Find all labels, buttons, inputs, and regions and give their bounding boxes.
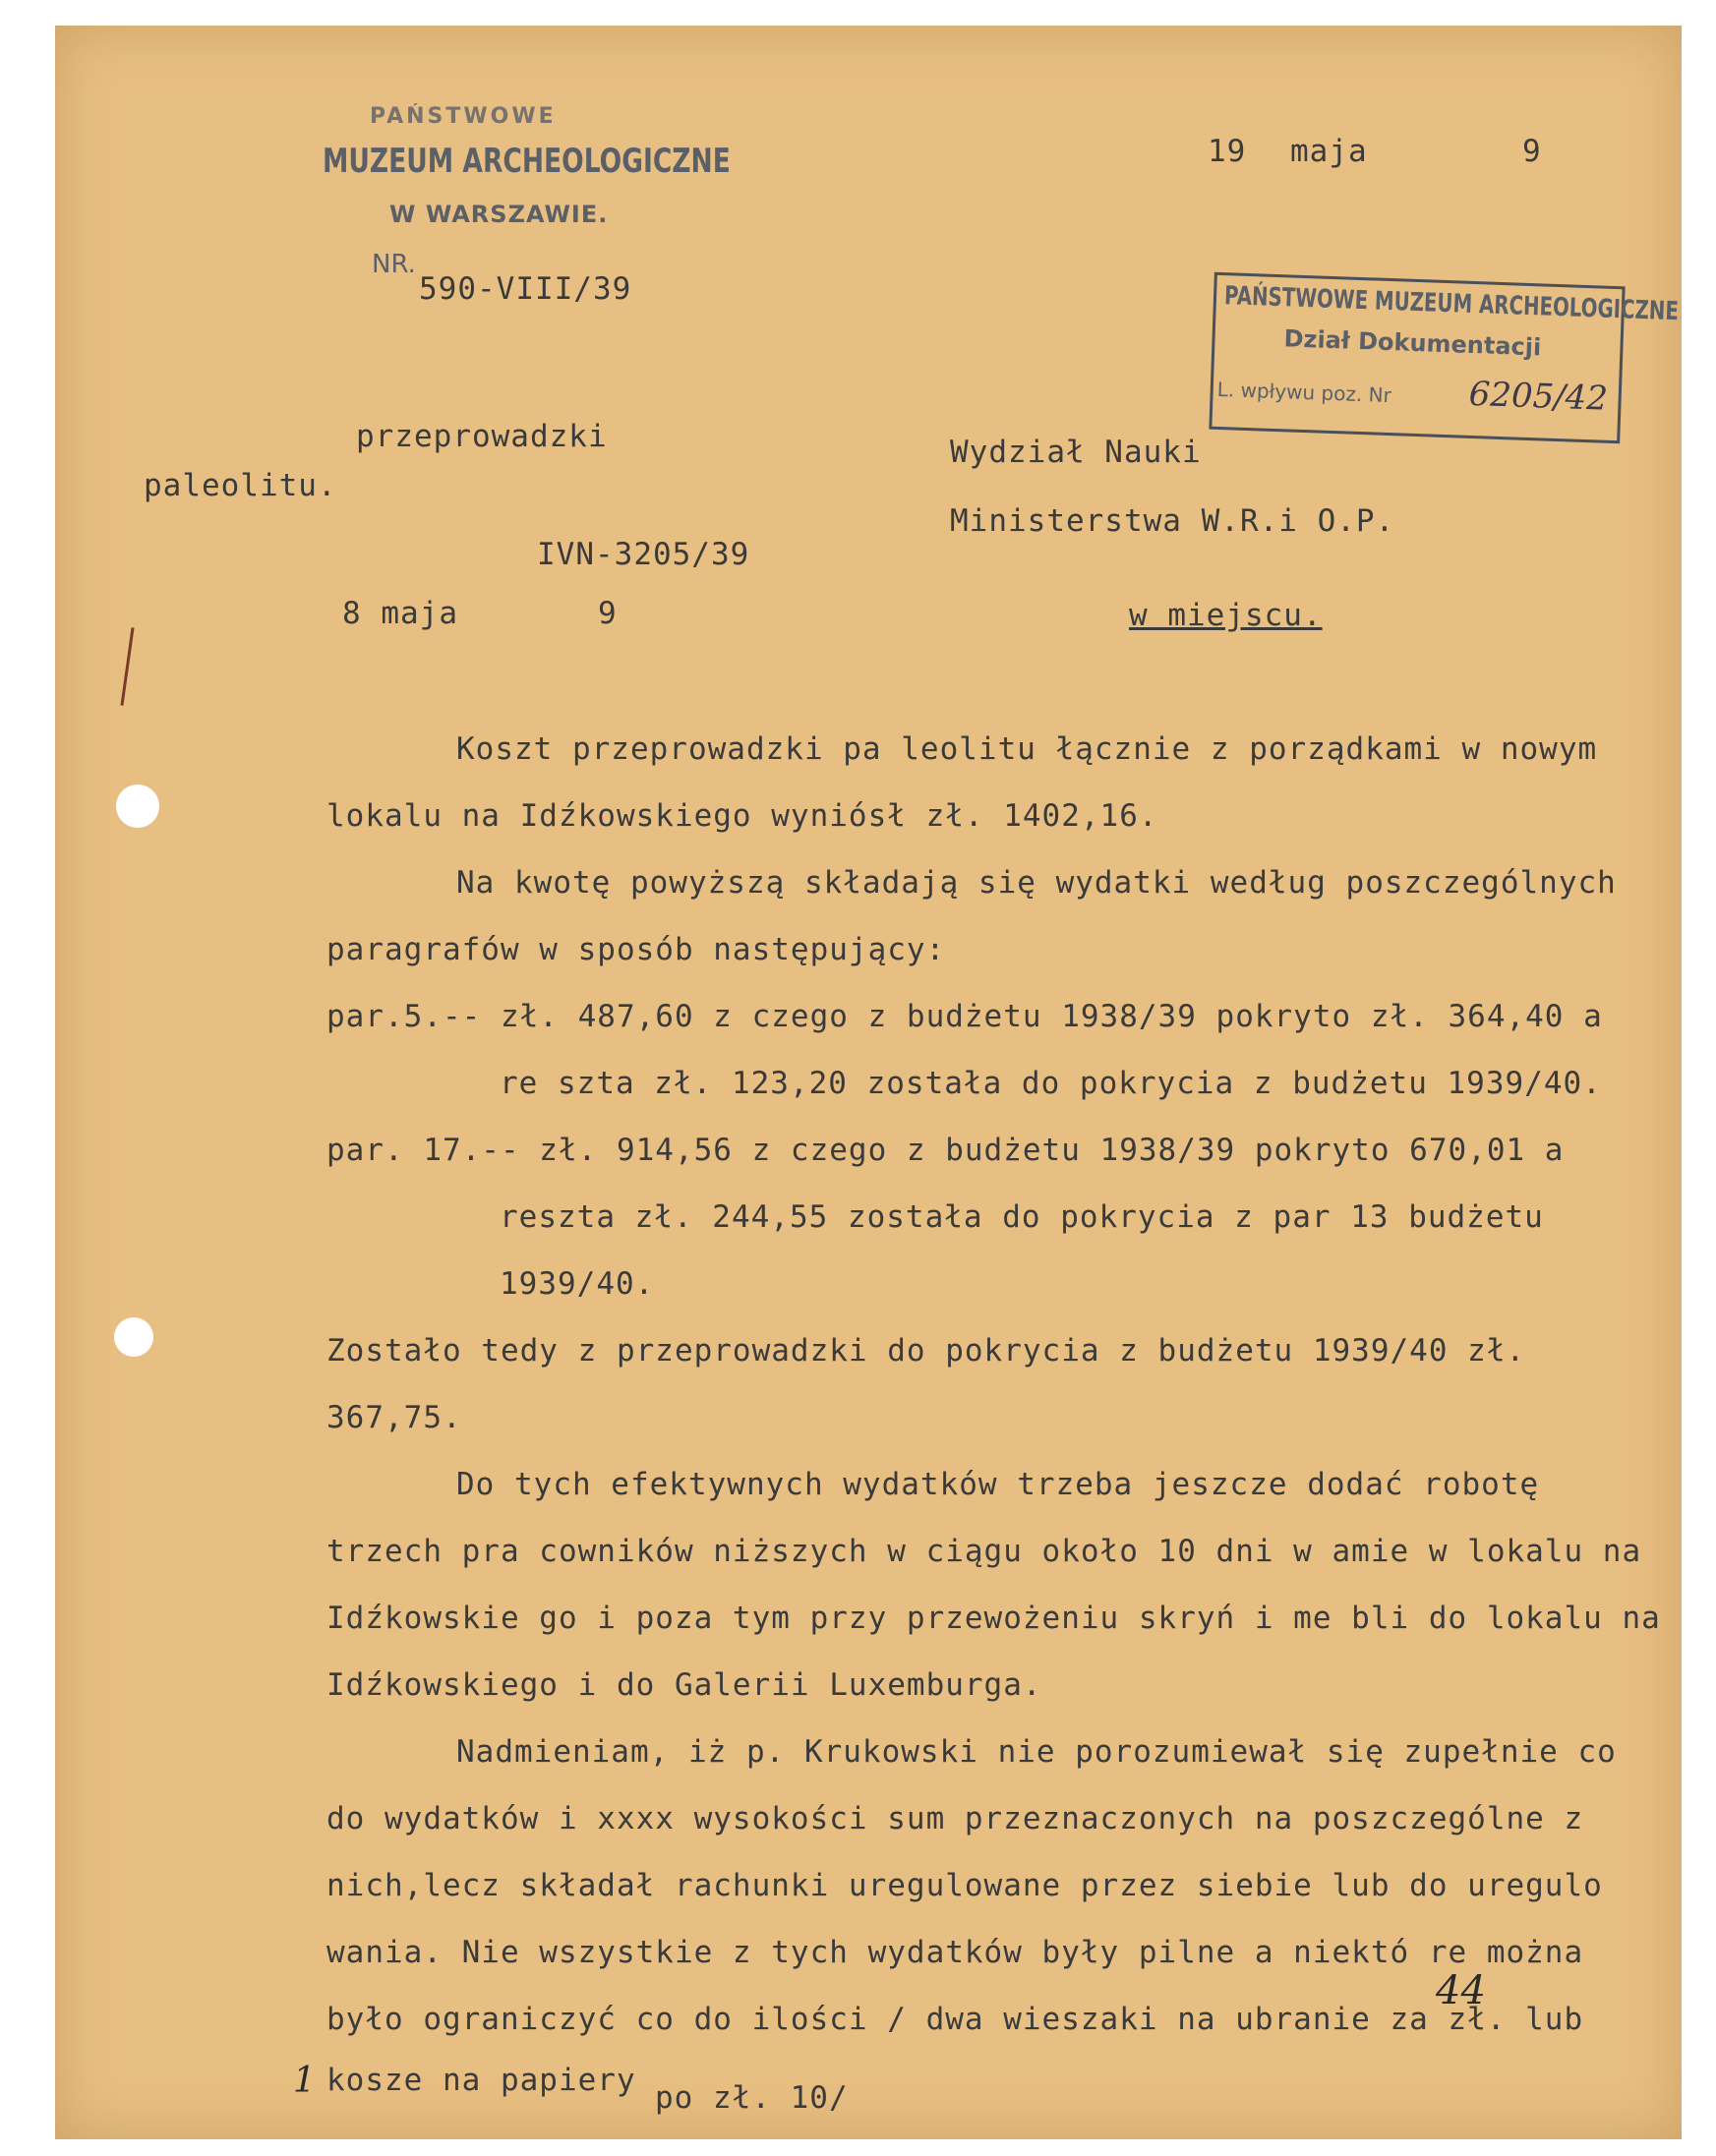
body-line: do wydatków i xxxx wysokości sum przeznaczonych na poszczególne z — [326, 1801, 1584, 1836]
body-line: par. 17.-- zł. 914,56 z czego z budżetu 1938/39 pokryto 670,01 a — [326, 1133, 1565, 1168]
body-line: 367,75. — [326, 1400, 462, 1435]
documentation-stamp — [1209, 272, 1680, 443]
body-line: wania. Nie wszystkie z tych wydatków były pilne a niektó re można — [326, 1935, 1584, 1970]
documentation-stamp-line1: PAŃSTWOWE MUZEUM ARCHEOLOGICZNE — [1223, 281, 1680, 327]
museum-stamp-nr-label: NR. — [372, 250, 416, 279]
body-line: Idźkowskie go i poza tym przy przewożeniu skryń i me bli do lokalu na — [326, 1601, 1661, 1636]
documentation-stamp-line3: L. wpływu poz. Nr — [1216, 377, 1392, 408]
body-line: Idźkowskiego i do Galerii Luxemburga. — [326, 1667, 1042, 1703]
date-day: 19 — [1208, 134, 1247, 169]
addressee-line2: Ministerstwa W.R.i O.P. — [950, 503, 1395, 539]
margin-pencil-mark — [120, 627, 134, 706]
body-line: reszta zł. 244,55 została do pokrycia z par 13 budżetu — [500, 1199, 1544, 1235]
punch-hole-bottom — [114, 1317, 153, 1357]
documentation-stamp-number: 6205/42 — [1468, 374, 1609, 419]
body-line: par.5.-- zł. 487,60 z czego z budżetu 1938/39 pokryto zł. 364,40 a — [326, 999, 1603, 1034]
subject-reference: IVN-3205/39 — [537, 537, 750, 572]
museum-stamp-line1: PAŃSTWOWE — [370, 104, 557, 129]
body-line: Nadmieniam, iż p. Krukowski nie porozumiewał się zupełnie co — [456, 1734, 1617, 1770]
body-line: Zostało tedy z przeprowadzki do pokrycia z budżetu 1939/40 zł. — [326, 1333, 1526, 1369]
subject-reference-date-day: 8 maja — [342, 596, 458, 631]
punch-hole-top — [116, 785, 159, 828]
body-line: po zł. 10/ — [655, 2080, 849, 2116]
addressee-line3: w miejscu. — [1129, 598, 1323, 633]
handwritten-correction-amount: 44 — [1436, 1968, 1486, 2013]
body-line: kosze na papiery — [326, 2063, 636, 2098]
body-line: nich,lecz składał rachunki uregulowane przez siebie lub do uregulo — [326, 1868, 1603, 1903]
body-line: paragrafów w sposób następujący: — [326, 932, 946, 967]
documentation-stamp-line2: Dział Dokumentacji — [1283, 324, 1542, 362]
date-year: 9 — [1522, 134, 1542, 169]
handwritten-margin-number: 1 — [293, 2061, 316, 2101]
date-month: maja — [1290, 134, 1368, 169]
body-line: re szta zł. 123,20 została do pokrycia z budżetu 1939/40. — [500, 1066, 1602, 1101]
body-line: Koszt przeprowadzki pa leolitu łącznie z porządkami w nowym — [456, 731, 1598, 767]
body-line: było ograniczyć co do ilości / dwa wieszaki na ubranie za zł. lub — [326, 2002, 1584, 2037]
subject-reference-date-year: 9 — [598, 596, 618, 631]
body-line: Na kwotę powyższą składają się wydatki według poszczególnych — [456, 865, 1617, 901]
letter-number: 590-VIII/39 — [419, 271, 632, 307]
subject-line2: paleolitu. — [144, 468, 337, 503]
museum-stamp-line3: W WARSZAWIE. — [389, 201, 609, 228]
museum-stamp-line2: MUZEUM ARCHEOLOGICZNE — [323, 142, 731, 181]
addressee-line1: Wydział Nauki — [950, 435, 1202, 470]
body-line: 1939/40. — [500, 1266, 655, 1302]
body-line: lokalu na Idźkowskiego wyniósł zł. 1402,16. — [326, 798, 1158, 834]
body-line: Do tych efektywnych wydatków trzeba jeszcze dodać robotę — [456, 1467, 1540, 1502]
subject-line1: przeprowadzki — [356, 419, 608, 454]
document-sheet — [55, 26, 1682, 2139]
body-line: trzech pra cowników niższych w ciągu około 10 dni w amie w lokalu na — [326, 1534, 1642, 1569]
